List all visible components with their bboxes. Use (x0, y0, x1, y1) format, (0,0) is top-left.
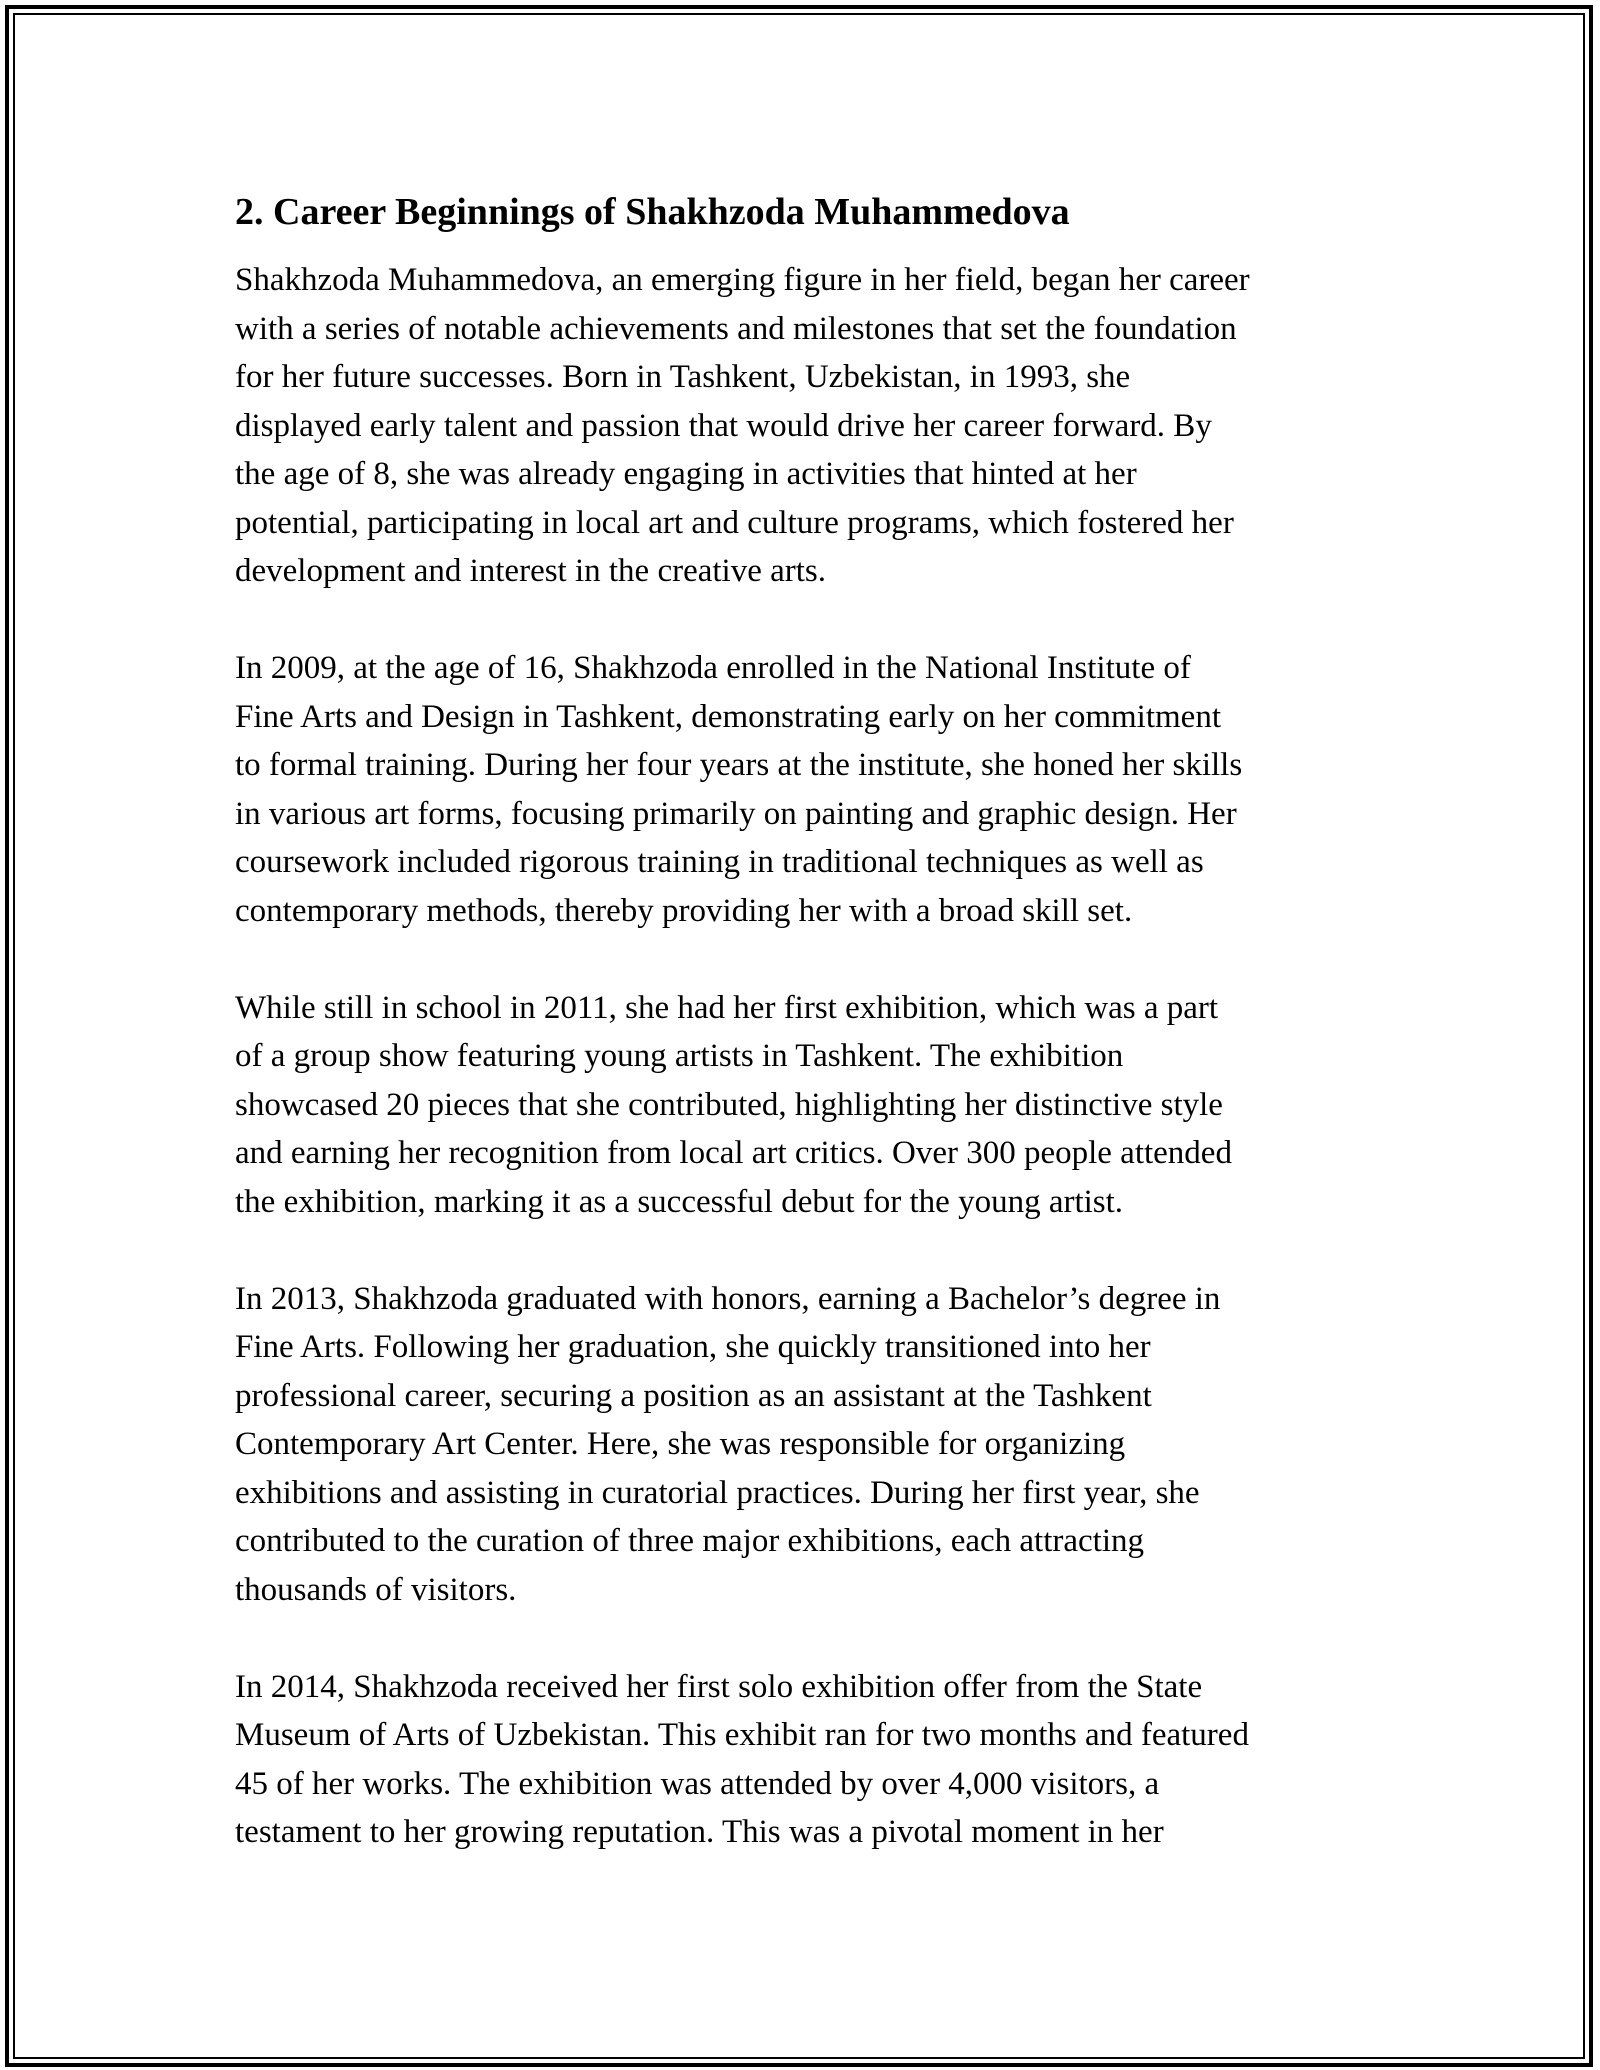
text-line: and earning her recognition from local art critics. Over 300 people attended (235, 1135, 1232, 1171)
text-line: testament to her growing reputation. This was a pivotal moment in her (235, 1814, 1164, 1850)
text-line: exhibitions and assisting in curatorial practices. During her first year, she (235, 1474, 1200, 1511)
text-line: showcased 20 pieces that she contributed, highlighting her distinctive style (235, 1086, 1223, 1123)
text-line: coursework included rigorous training in traditional techniques as well as (235, 844, 1204, 880)
text-line: Shakhzoda Muhammedova, an emerging figure in her field, began her career (235, 262, 1250, 298)
text-line: of a group show featuring young artists in Tashkent. The exhibition (235, 1038, 1124, 1074)
paragraph-early-life (235, 256, 1395, 596)
text-line: Fine Arts. Following her graduation, she quickly transitioned into her (235, 1329, 1151, 1365)
text-line: the age of 8, she was already engaging in activities that hinted at her (235, 456, 1137, 492)
paragraph-solo-exhibition (235, 1663, 1395, 1857)
text-line: thousands of visitors. (235, 1571, 517, 1608)
paragraph-education (235, 644, 1395, 935)
section-heading: 2. Career Beginnings of Shakhzoda Muhammedova (235, 191, 1070, 233)
paragraph-first-exhibition (235, 984, 1395, 1227)
text-line: contributed to the curation of three major exhibitions, each attracting (235, 1523, 1145, 1559)
text-line: In 2013, Shakhzoda graduated with honors, earning a Bachelor’s degree in (235, 1280, 1221, 1317)
text-line: with a series of notable achievements and milestones that set the foundation (235, 310, 1237, 347)
text-line: In 2009, at the age of 16, Shakhzoda enrolled in the National Institute of (235, 650, 1191, 686)
text-line: development and interest in the creative arts. (235, 553, 827, 589)
text-line: professional career, securing a position as an assistant at the Tashkent (235, 1377, 1152, 1414)
text-line: the exhibition, marking it as a successful debut for the young artist. (235, 1183, 1124, 1220)
text-line: 45 of her works. The exhibition was attended by over 4,000 visitors, a (235, 1765, 1160, 1802)
text-line: While still in school in 2011, she had her first exhibition, which was a part (235, 989, 1219, 1026)
text-line: Contemporary Art Center. Here, she was responsible for organizing (235, 1426, 1126, 1462)
document-body (235, 186, 1395, 1857)
text-line: contemporary methods, thereby providing her with a broad skill set. (235, 892, 1133, 929)
text-line: displayed early talent and passion that would drive her career forward. By (235, 407, 1212, 444)
text-line: potential, participating in local art and culture programs, which fostered her (235, 504, 1234, 541)
text-line: Fine Arts and Design in Tashkent, demonstrating early on her commitment (235, 698, 1221, 735)
text-line: for her future successes. Born in Tashkent, Uzbekistan, in 1993, she (235, 359, 1131, 395)
text-line: Museum of Arts of Uzbekistan. This exhibit ran for two months and featured (235, 1717, 1249, 1753)
text-line: in various art forms, focusing primarily on painting and graphic design. Her (235, 795, 1237, 832)
text-line: to formal training. During her four years at the institute, she honed her skills (235, 747, 1243, 783)
text-line: In 2014, Shakhzoda received her first solo exhibition offer from the State (235, 1668, 1203, 1705)
paragraph-graduation (235, 1275, 1395, 1615)
